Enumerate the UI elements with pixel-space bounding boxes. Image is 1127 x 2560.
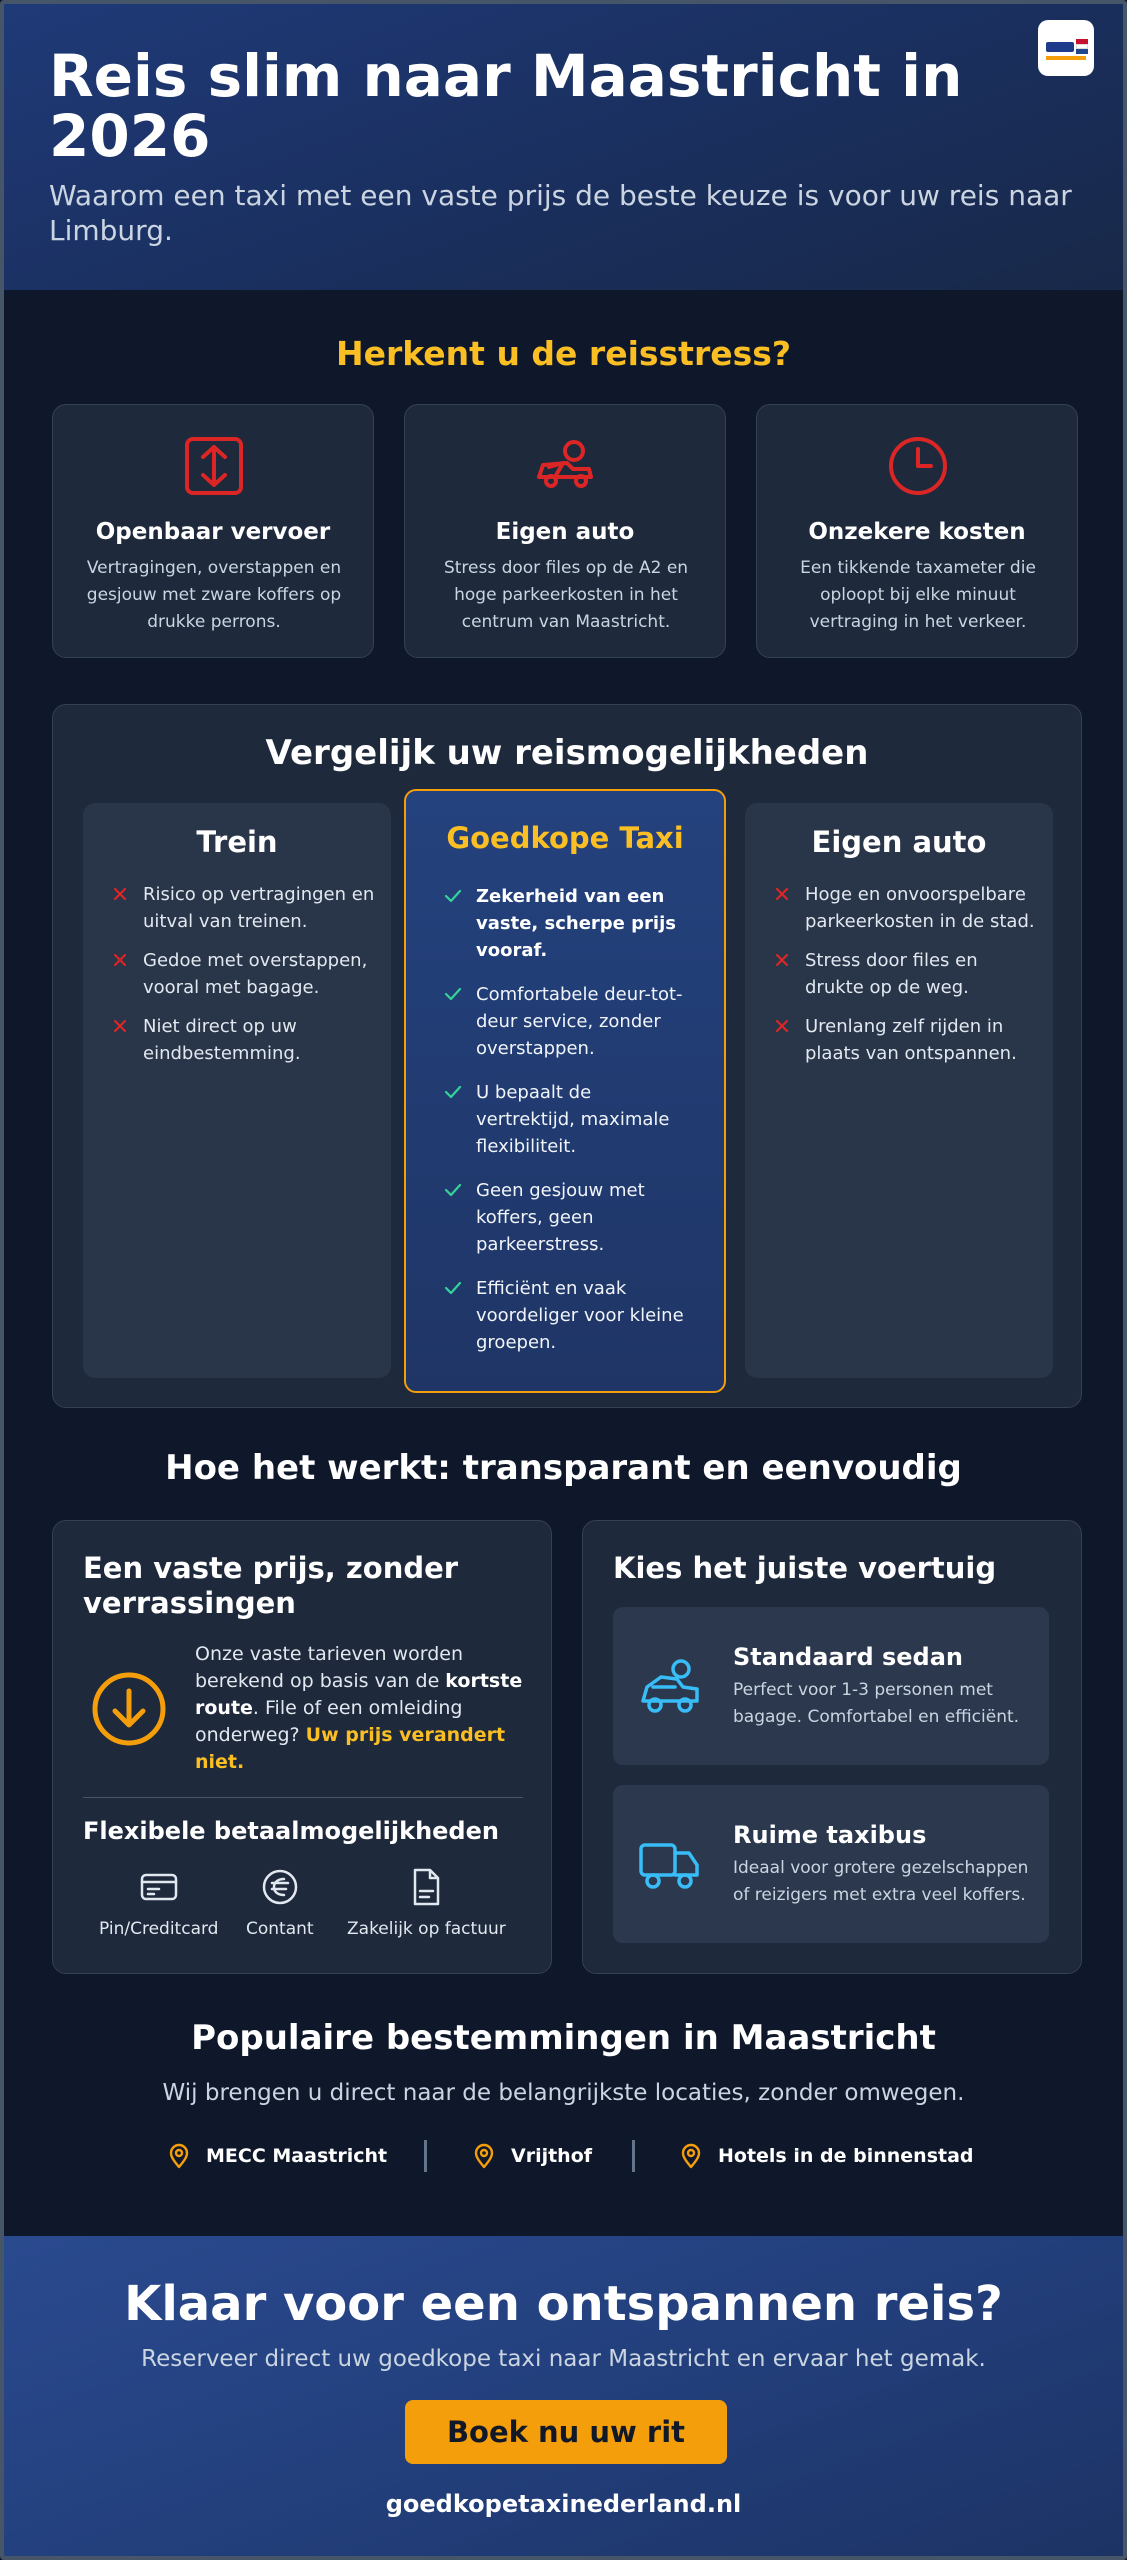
page-subtitle: Waarom een taxi met een vaste prijs de beste keuze is voor uw reis naar Limburg. (49, 179, 1072, 247)
stress-card-text: Stress door files op de A2 en hoge parkeerkosten in het centrum van Maastricht. (443, 558, 689, 632)
vehicle-text: Ideaal voor grotere gezelschappen of reizigers met extra veel koffers. (733, 1858, 1029, 1905)
cta-subtitle: Reserveer direct uw goedkope taxi naar Maastricht en ervaar het gemak. (141, 2346, 986, 2372)
payment-option-label: Zakelijk op factuur (347, 1919, 506, 1939)
stress-card-title: Eigen auto (495, 519, 635, 545)
cta-title: Klaar voor een ontspannen reis? (124, 2276, 1003, 2332)
con-item: Gedoe met overstappen, vooral met bagage. (109, 947, 379, 1001)
map-pin-icon (678, 2143, 704, 2169)
clock-icon (885, 433, 951, 499)
destinations-title: Populaire bestemmingen in Maastricht (191, 2018, 936, 2058)
payment-option-card (99, 1867, 218, 1939)
brand-logo[interactable] (1038, 20, 1094, 76)
con-item: Urenlang zelf rijden in plaats van ontspannen. (771, 1013, 1041, 1067)
destination-label: Vrijthof (511, 2145, 593, 2167)
destination-item[interactable] (471, 2140, 592, 2172)
vehicle-option-sedan[interactable] (613, 1607, 1049, 1765)
separator (424, 2140, 427, 2172)
hero-header (4, 4, 1123, 290)
vehicle-title: Ruime taxibus (733, 1821, 927, 1849)
check-icon (442, 1179, 464, 1201)
vehicle-option-van[interactable] (613, 1785, 1049, 1943)
map-pin-icon (471, 2143, 497, 2169)
cross-icon (771, 949, 793, 971)
destination-label: Hotels in de binnenstad (718, 2145, 974, 2167)
page-title: Reis slim naar Maastricht in 2026 (49, 42, 963, 170)
payment-option-invoice (347, 1867, 506, 1939)
cross-icon (109, 1015, 131, 1037)
con-item: Niet direct op uw eindbestemming. (109, 1013, 379, 1067)
pro-item: Geen gesjouw met koffers, geen parkeerstress. (442, 1177, 692, 1258)
fixed-price-text: Onze vaste tarieven worden berekend op basis van de kortste route. File of een omleiding onderweg? Uw prijs verandert niet. (195, 1643, 523, 1773)
sedan-icon (637, 1655, 703, 1721)
pro-item: Comfortabele deur-tot-deur service, zonder overstappen. (442, 981, 692, 1062)
stress-card-title: Openbaar vervoer (95, 519, 331, 545)
cross-icon (109, 883, 131, 905)
credit-card-icon (139, 1867, 179, 1907)
pro-item: Efficiënt en vaak voordeliger voor kleine groepen. (442, 1275, 692, 1356)
divider (83, 1797, 523, 1798)
check-icon (442, 885, 464, 907)
compare-column-taxi (404, 789, 726, 1393)
document-icon (406, 1867, 446, 1907)
check-icon (442, 1081, 464, 1103)
stress-section-title: Herkent u de reisstress? (335, 334, 792, 373)
destination-label: MECC Maastricht (206, 2145, 388, 2167)
con-item: Stress door files en drukte op de weg. (771, 947, 1041, 1001)
transit-icon (181, 433, 247, 499)
stress-card-text: Een tikkende taxameter die oploopt bij elke minuut vertraging in het verkeer. (800, 558, 1036, 632)
stress-card-title: Onzekere kosten (808, 519, 1026, 545)
pro-item: Zekerheid van een vaste, scherpe prijs vooraf. (442, 883, 692, 964)
stress-card-costs (756, 404, 1078, 658)
book-ride-button[interactable]: Boek nu uw rit (405, 2400, 727, 2464)
stress-card-car (404, 404, 726, 658)
column-title: Goedkope Taxi (446, 821, 684, 855)
con-item: Hoge en onvoorspelbare parkeerkosten in de stad. (771, 881, 1041, 935)
payment-title: Flexibele betaalmogelijkheden (83, 1817, 499, 1845)
vehicle-panel-title: Kies het juiste voertuig (613, 1551, 997, 1585)
payment-option-label: Pin/Creditcard (99, 1919, 219, 1939)
car-icon (533, 433, 599, 499)
vehicle-panel (582, 1520, 1082, 1974)
vehicle-text: Perfect voor 1-3 personen met bagage. Comfortabel en efficiënt. (733, 1680, 1020, 1727)
destination-item[interactable] (166, 2140, 387, 2172)
how-section-title: Hoe het werkt: transparant en eenvoudig (165, 1448, 962, 1488)
stress-card-text: Vertragingen, overstappen en gesjouw met zware koffers op drukke perrons. (86, 558, 342, 632)
cta-section (4, 2236, 1123, 2560)
check-icon (442, 1277, 464, 1299)
website-link[interactable]: goedkopetaxinederland.nl (385, 2490, 742, 2518)
fixed-price-title: Een vaste prijs, zonder verrassingen (83, 1551, 459, 1620)
check-icon (442, 983, 464, 1005)
column-title: Eigen auto (811, 825, 987, 859)
comparison-panel (52, 704, 1082, 1408)
stress-card-transit (52, 404, 374, 658)
van-icon (637, 1833, 703, 1899)
column-title: Trein (196, 825, 278, 859)
compare-column-car (745, 803, 1053, 1378)
compare-column-train (83, 803, 391, 1378)
cross-icon (771, 1015, 793, 1037)
cross-icon (109, 949, 131, 971)
map-pin-icon (166, 2143, 192, 2169)
cross-icon (771, 883, 793, 905)
pro-item: U bepaalt de vertrektijd, maximale flexibiliteit. (442, 1079, 692, 1160)
vehicle-title: Standaard sedan (733, 1643, 964, 1671)
separator (632, 2140, 635, 2172)
fixed-price-panel (52, 1520, 552, 1974)
payment-option-label: Contant (246, 1919, 314, 1939)
payment-option-cash (246, 1867, 314, 1939)
arrow-down-circle-icon (89, 1669, 169, 1749)
destinations-subtitle: Wij brengen u direct naar de belangrijkste locaties, zonder omwegen. (162, 2080, 965, 2106)
destination-item[interactable] (678, 2140, 974, 2172)
comparison-title: Vergelijk uw reismogelijkheden (265, 733, 869, 773)
coin-icon (260, 1867, 300, 1907)
con-item: Risico op vertragingen en uitval van treinen. (109, 881, 379, 935)
